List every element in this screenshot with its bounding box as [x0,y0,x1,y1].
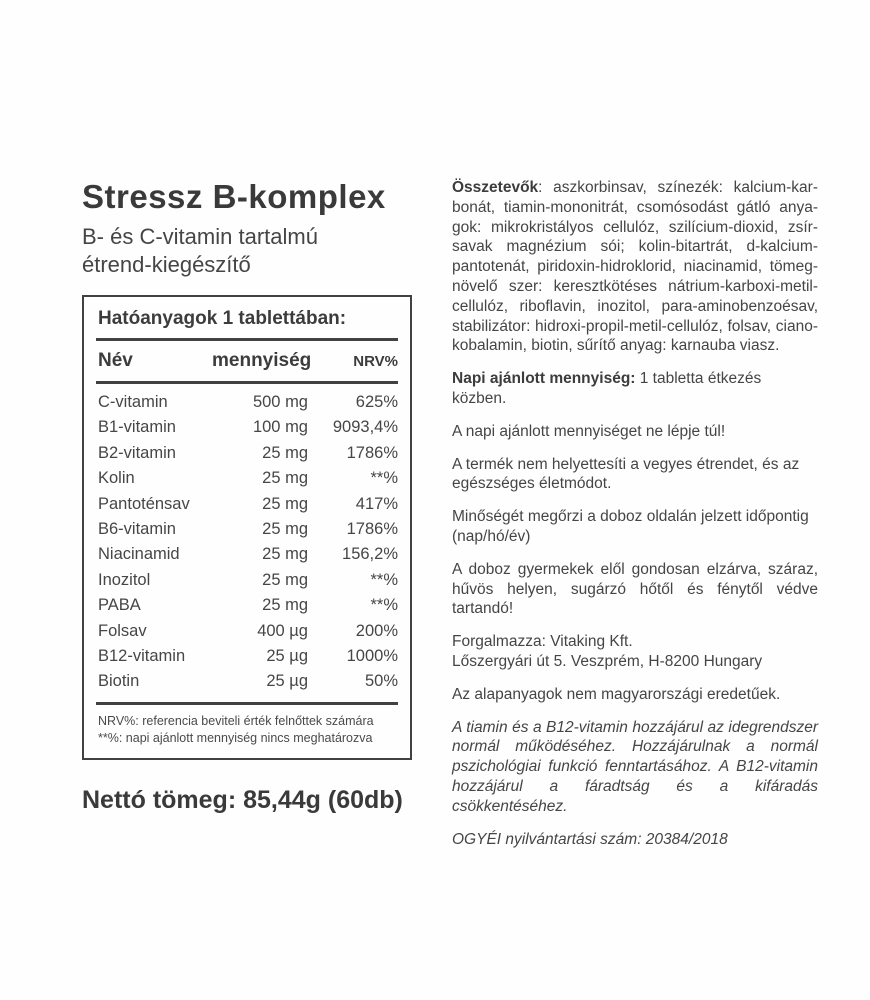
ingredient-name: Folsav [98,621,147,640]
ingredients-paragraph [452,178,818,356]
table-row [98,669,398,694]
column-header-name: Név [98,350,133,371]
ingredient-amount: 25 mg [262,494,308,513]
table-row [98,492,398,517]
ingredient-amount: 25 mg [262,570,308,589]
table-row [98,517,398,542]
distributor-address: Lőszergyári út 5. Veszprém, H-8200 Hungary [452,652,763,670]
distributor-name: Forgalmazza: Vitaking Kft. [452,633,633,651]
origin-note: Az alapanyagok nem magyarországi eredetűek. [452,685,781,703]
ingredient-name: Kolin [98,469,135,488]
health-claims-paragraph: A tiamin és a B12-vitamin hozzájárul az idegrendszer normál működéséhez. Hozzájárulnak a normál pszichológiai funkció fenntartásához. A B12-vitamin hozzájárul a fáradtság és a kifáradás csökkentéséhez. [452,718,818,815]
table-body [96,384,398,695]
ingredient-amount: 25 mg [262,443,308,462]
table-row [98,390,398,415]
left-column [82,178,414,815]
table-row [98,415,398,440]
ingredient-amount: 400 µg [257,621,308,640]
storage-keep-paragraph: A doboz gyermekek elől gondosan elzárva, száraz, hűvös helyen, sugárzó hőtől és fénytől védve tartandó! [452,560,818,618]
footnote-nrv: NRV%: referencia beviteli érték felnőttek számára [98,713,374,728]
daily-amount-label: Napi ajánlott mennyiség: [452,370,636,388]
daily-amount-paragraph [452,369,818,409]
ingredient-nrv: 417% [355,494,398,513]
table-title: Hatóanyagok 1 tablettában: [96,306,398,341]
ingredient-nrv: 1000% [346,647,398,666]
right-column [452,178,818,862]
ingredient-amount: 25 mg [262,545,308,564]
ingredient-nrv: 200% [355,621,398,640]
distributor-paragraph [452,632,818,672]
ingredient-name: Pantoténsav [98,494,190,513]
table-header-row [96,341,398,384]
daily-amount-text: 1 tabletta étkezés közben. [452,370,762,407]
ingredient-name: B6-vitamin [98,520,176,539]
ingredient-amount: 25 mg [262,596,308,615]
ingredient-name: B2-vitamin [98,443,176,462]
warning-diet-paragraph: A termék nem helyettesíti a vegyes étrendet, és az egészséges életmódot. [452,455,800,493]
column-header-amount: mennyiség [212,350,312,371]
table-row [98,441,398,466]
ingredient-amount: 25 mg [262,469,308,488]
ingredient-nrv: 1786% [346,443,398,462]
ingredient-amount: 25 mg [262,520,308,539]
ingredient-nrv: **% [370,469,398,488]
ingredient-amount: 25 µg [266,647,308,666]
ingredient-nrv: 625% [355,393,398,411]
ingredient-name: Biotin [98,672,140,691]
ingredient-nrv: 50% [364,672,398,691]
table-row [98,593,398,618]
table-row [98,568,398,593]
net-weight: Nettó tömeg: 85,44g (60db) [82,785,403,814]
ingredient-amount: 100 mg [252,418,308,437]
ingredient-nrv: 9093,4% [332,418,398,437]
ingredient-name: C-vitamin [98,393,168,411]
column-header-nrv: NRV% [353,353,398,370]
product-title: Stressz B-komplex [82,178,386,215]
warning-limit-paragraph: A napi ajánlott mennyiséget ne lépje túl! [452,422,726,440]
table-row [98,644,398,669]
ingredient-name: B1-vitamin [98,418,176,437]
ingredient-nrv: **% [370,596,398,615]
ingredient-nrv: 1786% [346,520,398,539]
supplement-facts-table [82,295,412,760]
table-row [98,619,398,644]
ingredient-nrv: 156,2% [342,545,398,564]
ingredients-label: Összetevők [452,179,539,196]
ingredient-nrv: **% [370,570,398,589]
ingredient-name: Niacinamid [98,545,180,564]
storage-date-paragraph: Minőségét megőrzi a doboz oldalán jelzett időpontig (nap/hó/év) [452,508,809,545]
table-footnotes [96,702,398,749]
ingredient-name: Inozitol [98,570,151,589]
footnote-asterisk: **%: napi ajánlott mennyiség nincs meghatározva [98,730,373,745]
ingredient-name: B12-vitamin [98,647,186,666]
ingredient-amount: 500 mg [252,393,308,411]
registration-number: OGYÉI nyilvántartási szám: 20384/2018 [452,830,728,848]
ingredient-amount: 25 µg [266,672,308,691]
product-subtitle: B- és C-vitamin tartalmú étrend-kiegészítő [82,224,318,277]
table-row [98,466,398,491]
ingredient-name: PABA [98,596,141,615]
ingredients-text: : aszkorbinsav, színezék: kalcium-karbonát, tiamin-mononitrát, csomósodást gátló anyagok: mikrokristályos cellulóz, szilícium-dioxid, zsírsavak magnézium sói; kolin-bitartrát, d-kalcium-pantotenát, piridoxin-hidroklorid, niacinamid, tömegnövelő szer: keresztkötéses nátrium-karboxi-metil-cellulóz, riboflavin, inozitol, para-aminobenzoésav, stabilizátor: hidroxi-propil-metil-cellulóz, folsav, cianokobalamin, biotin, sűrítő anyag: karnauba viasz. [452,179,818,355]
table-row [98,542,398,567]
